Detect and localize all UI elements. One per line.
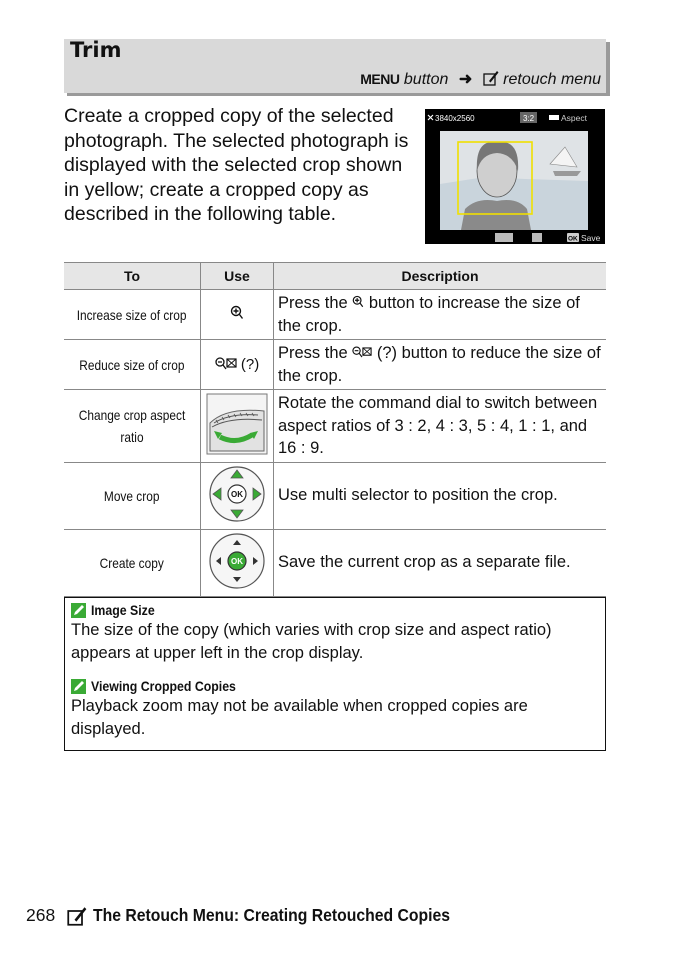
- note-body: Playback zoom may not be available when cropped copies are displayed.: [71, 697, 528, 738]
- menu-path: [360, 69, 601, 89]
- col-use: Use: [201, 263, 274, 290]
- row-to: Reduce size of crop: [79, 356, 185, 373]
- table-row: [64, 462, 606, 529]
- intro-text: Create a cropped copy of the selected photograph. The selected photograph is displayed with the selected crop shown in yellow; create a cropped copy as described in the following table.: [64, 105, 409, 225]
- col-description: Description: [274, 263, 607, 290]
- pencil-note-icon: [71, 603, 86, 618]
- controls-table: [64, 262, 606, 597]
- ok-label: OK: [231, 556, 243, 566]
- arrow-icon: ➜: [458, 71, 473, 88]
- zoom-in-button-icon: [532, 233, 542, 242]
- row-desc: Save the current crop as a separate file.: [274, 529, 607, 596]
- ok-label: OK: [568, 235, 578, 243]
- header-shadow-bottom: [67, 93, 610, 96]
- notes-box: [64, 597, 606, 751]
- retouch-icon: [67, 906, 87, 926]
- page-title: Trim: [70, 38, 122, 62]
- note-title: Viewing Cropped Copies: [91, 678, 236, 694]
- note-viewing-cropped: [71, 678, 599, 740]
- size-readout: 3840x2560: [435, 114, 475, 123]
- ok-label: OK: [231, 489, 243, 499]
- aspect-label: Aspect: [561, 113, 587, 123]
- row-desc: Use multi selector to position the crop.: [274, 462, 607, 529]
- page-number: 268: [26, 905, 56, 925]
- save-label: Save: [581, 233, 601, 243]
- table-row: [64, 340, 606, 390]
- retouch-menu-label: retouch menu: [503, 71, 601, 88]
- table-header-row: [64, 263, 606, 290]
- ratio-readout: 3:2: [523, 114, 535, 123]
- note-image-size: [71, 602, 599, 664]
- table-row: [64, 529, 606, 596]
- footer-title: The Retouch Menu: Creating Retouched Copies: [93, 905, 451, 925]
- zoom-out-button-icon: [495, 233, 513, 242]
- menu-button-label: button: [403, 71, 449, 88]
- dial-icon: [549, 115, 559, 120]
- col-to: To: [64, 263, 201, 290]
- zoom-out-thumbnail-icon: [215, 357, 237, 371]
- zoom-in-icon: [352, 295, 364, 309]
- pencil-note-icon: [71, 679, 86, 694]
- zoom-in-icon: [230, 305, 244, 321]
- note-body: The size of the copy (which varies with crop size and aspect ratio) appears at upper left in the crop display.: [71, 621, 552, 662]
- row-desc-post: button to increase the size of the crop.: [278, 294, 580, 335]
- trim-icon: [428, 115, 433, 120]
- retouch-icon: [483, 70, 499, 86]
- row-to: Increase size of crop: [77, 306, 187, 323]
- crop-display-screen: [425, 109, 605, 244]
- row-to: Change crop aspect ratio: [78, 406, 186, 445]
- row-desc-post: (?) button to reduce the size of the crop.: [278, 344, 601, 385]
- note-title: Image Size: [91, 602, 155, 618]
- command-dial-icon: [206, 393, 268, 455]
- row-to: Move crop: [104, 487, 160, 504]
- header-shadow-right: [606, 42, 610, 96]
- row-desc-pre: Press the: [278, 344, 353, 362]
- crop-display-illustration: [425, 109, 605, 244]
- page-footer: [26, 905, 490, 926]
- row-desc-pre: Press the: [278, 294, 353, 312]
- table-row: [64, 290, 606, 340]
- help-key: (?): [240, 356, 260, 373]
- ok-button-icon: [207, 531, 267, 591]
- row-to: Create copy: [99, 554, 165, 571]
- person-body: [461, 200, 531, 230]
- table-row: [64, 390, 606, 463]
- menu-key: MENU: [360, 71, 400, 87]
- multi-selector-icon: [207, 464, 267, 524]
- row-desc: Rotate the command dial to switch between aspect ratios of 3 : 2, 4 : 3, 5 : 4, 1 : 1, and 16 : 9.: [274, 390, 607, 463]
- zoom-out-thumbnail-icon: [352, 346, 372, 359]
